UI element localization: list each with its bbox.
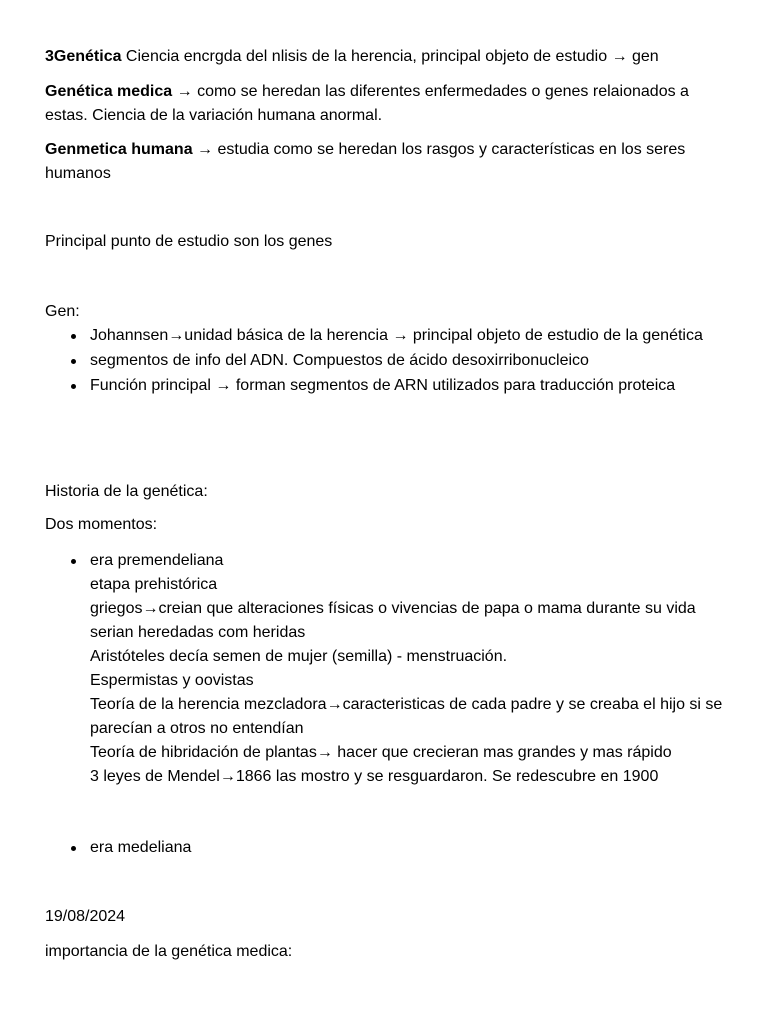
era-line: Aristóteles decía semen de mujer (semilla) - menstruación.	[90, 648, 508, 665]
era-line: Teoría de la herencia mezcladora→caracteristicas de cada padre y se creaba el hijo si se parecían a otros no entendían	[90, 696, 723, 737]
gen-heading: Gen:	[45, 303, 80, 320]
list-item: Johannsen→unidad básica de la herencia → principal objeto de estudio de la genética	[45, 324, 735, 348]
historia-list	[45, 549, 735, 789]
definition-genetica	[45, 45, 735, 69]
era-line: etapa prehistórica	[90, 576, 218, 593]
list-item-premendeliana	[45, 549, 735, 789]
importancia-heading: importancia de la genética medica:	[45, 943, 293, 960]
list-item: Función principal → forman segmentos de ARN utilizados para traducción proteica	[45, 374, 735, 398]
historia-subheading: Dos momentos:	[45, 516, 158, 533]
definition-genetica-text: Ciencia encrgda del nlisis de la herencia, principal objeto de estudio → gen	[121, 48, 659, 65]
term-genetica-humana: Genmetica humana →	[45, 141, 214, 158]
definition-genetica-humana	[45, 138, 735, 186]
term-genetica-medica: Genética medica →	[45, 83, 193, 100]
era-line: griegos→creian que alteraciones físicas o vivencias de papa o mama durante su vida serian heredadas com heridas	[90, 600, 696, 641]
era-line: era premendeliana	[90, 552, 224, 569]
list-item-medeliana: era medeliana	[45, 836, 735, 860]
date: 19/08/2024	[45, 908, 126, 925]
definition-genetica-medica	[45, 80, 735, 128]
list-item: segmentos de info del ADN. Compuestos de ácido desoxirribonucleico	[45, 349, 735, 373]
principal-statement: Principal punto de estudio son los genes	[45, 233, 333, 250]
era-line: 3 leyes de Mendel→1866 las mostro y se resguardaron. Se redescubre en 1900	[90, 768, 659, 785]
definition-genetica-humana-text: estudia como se heredan los rasgos y características en los seres humanos	[45, 141, 686, 182]
historia-heading: Historia de la genética:	[45, 483, 208, 500]
term-genetica: 3Genética	[45, 48, 122, 65]
era-line: Teoría de hibridación de plantas→ hacer que crecieran mas grandes y mas rápido	[90, 744, 672, 761]
definition-genetica-medica-text: como se heredan las diferentes enfermedades o genes relaionados a estas. Ciencia de la variación humana anormal.	[45, 83, 689, 124]
medeliana-list	[45, 836, 735, 860]
gen-list	[45, 324, 735, 398]
era-line: Espermistas y oovistas	[90, 672, 254, 689]
